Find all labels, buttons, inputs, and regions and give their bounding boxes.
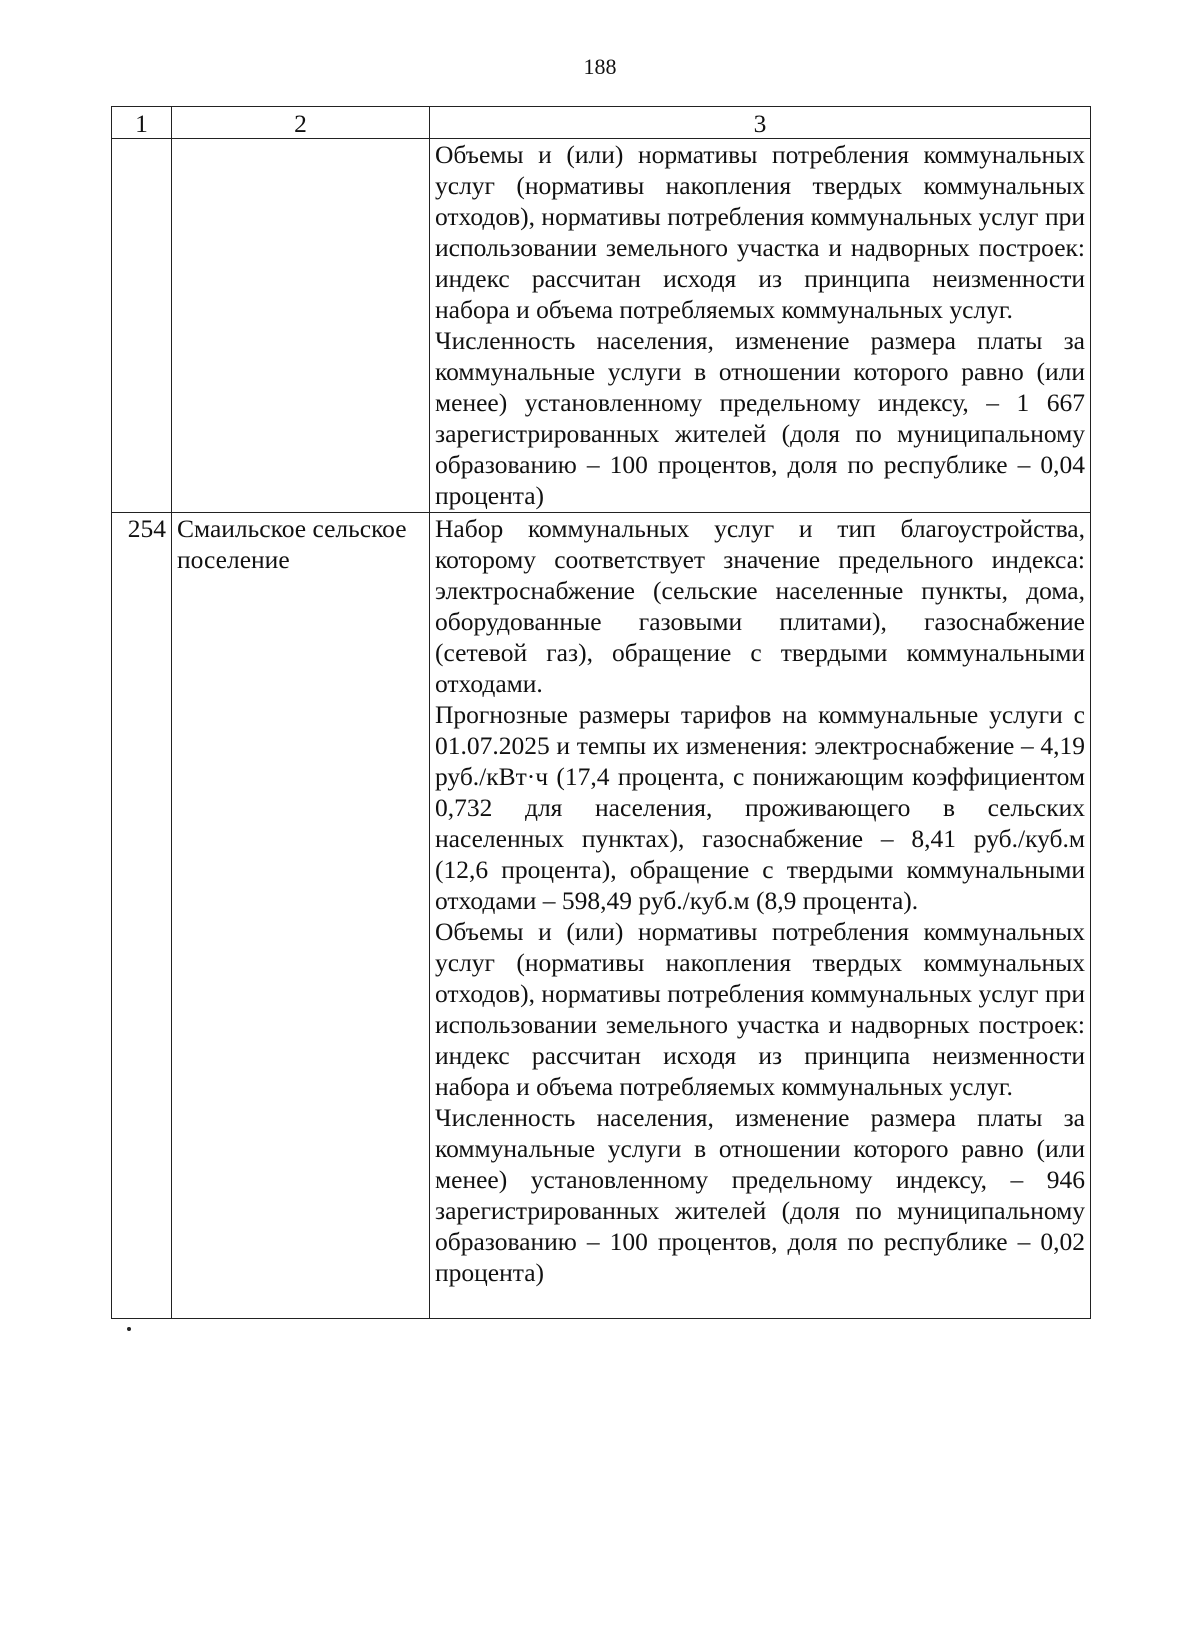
table-row bbox=[112, 139, 1091, 513]
paragraph-volumes: Объемы и (или) нормативы потребления коммунальных услуг (нормативы накопления твердых коммунальных отходов), нормативы потребления коммунальных услуг при использовании земельного участка и надворных построек: индекс рассчитан исходя из принципа неизменности набора и объема потребляемых коммунальных услуг. bbox=[435, 140, 1085, 324]
page-number: 188 bbox=[583, 54, 617, 79]
column-header-3: 3 bbox=[430, 107, 1091, 139]
paragraph-volumes: Объемы и (или) нормативы потребления коммунальных услуг (нормативы накопления твердых коммунальных отходов), нормативы потребления коммунальных услуг при использовании земельного участка и надворных построек: индекс рассчитан исходя из принципа неизменности набора и объема потребляемых коммунальных услуг. bbox=[435, 917, 1085, 1101]
column-header-1: 1 bbox=[112, 107, 172, 139]
document-table bbox=[111, 106, 1091, 1319]
row-number-cell bbox=[112, 139, 172, 513]
paragraph-population: Численность населения, изменение размера платы за коммунальные услуги в отношении которого равно (или менее) установленному предельному индексу, – 946 зарегистрированных жителей (доля по муниципальному образованию – 100 процентов, доля по республике – 0,02 процента) bbox=[435, 1103, 1085, 1287]
paragraph-tariffs: Прогнозные размеры тарифов на коммунальные услуги с 01.07.2025 и темпы их изменения: электроснабжение – 4,19 руб./кВт·ч (17,4 процента, с понижающим коэффициентом 0,732 для населения, проживающего в сельских населенных пунктах), газоснабжение – 8,41 руб./куб.м (12,6 процента), обращение с твердыми коммунальными отходами – 598,49 руб./куб.м (8,9 процента). bbox=[435, 700, 1085, 915]
paragraph-population: Численность населения, изменение размера платы за коммунальные услуги в отношении которого равно (или менее) установленному предельному индексу, – 1 667 зарегистрированных жителей (доля по муниципальному образованию – 100 процентов, доля по республике – 0,04 процента) bbox=[435, 326, 1085, 510]
scan-dot-mark bbox=[127, 1327, 131, 1331]
description-cell bbox=[430, 139, 1091, 513]
row-number-cell: 254 bbox=[112, 513, 172, 1319]
description-cell bbox=[430, 513, 1091, 1319]
settlement-name-cell: Смаильское сельское поселение bbox=[172, 513, 430, 1319]
settlement-name-cell bbox=[172, 139, 430, 513]
table-row bbox=[112, 513, 1091, 1319]
paragraph-services-set: Набор коммунальных услуг и тип благоустройства, которому соответствует значение предельного индекса: электроснабжение (сельские населенные пункты, дома, оборудованные газовыми плитами), газоснабжение (сетевой газ), обращение с твердыми коммунальными отходами. bbox=[435, 514, 1085, 698]
table-header-row bbox=[112, 107, 1091, 139]
column-header-2: 2 bbox=[172, 107, 430, 139]
